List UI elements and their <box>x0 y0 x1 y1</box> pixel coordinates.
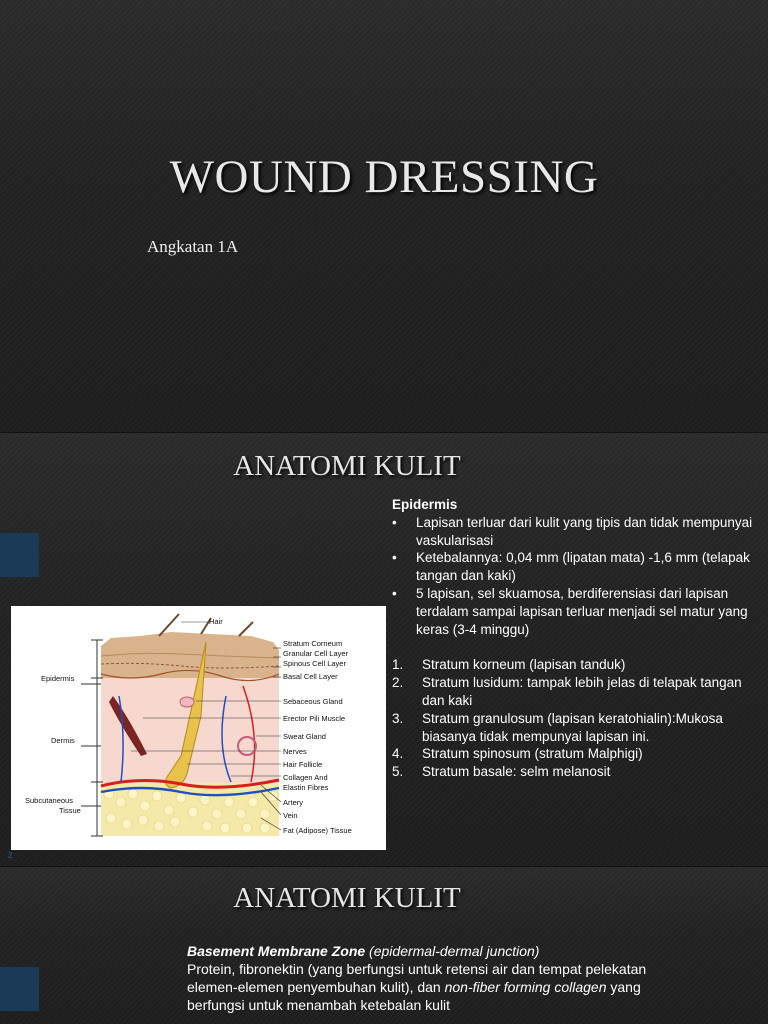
accent-square <box>0 533 39 577</box>
label-stratum-corneum: Stratum Corneum <box>283 639 343 648</box>
label-subcutaneous: Subcutaneous <box>25 796 73 805</box>
layer-item: 1. Stratum korneum (lapisan tanduk) <box>392 657 626 673</box>
page-number: 2 <box>8 851 13 860</box>
label-sebaceous-gland: Sebaceous Gland <box>283 697 343 706</box>
bullet-dot-icon: • <box>392 514 397 530</box>
label-vein: Vein <box>283 811 298 820</box>
bmz-text-2: yang berfungsi untuk menambah ketebalan kulit <box>187 979 641 1013</box>
epidermis-bullet-list <box>392 514 754 639</box>
bullet-dot-icon: • <box>392 585 397 601</box>
bullet-dot-icon: • <box>392 550 397 566</box>
presentation-title: WOUND DRESSING <box>169 151 599 203</box>
label-hair-follicle: Hair Follicle <box>283 760 323 769</box>
sebaceous-gland-shape <box>180 697 194 707</box>
skin-anatomy-diagram <box>11 606 386 850</box>
label-nerves: Nerves <box>283 747 307 756</box>
layer-item: 5. Stratum basale: selm melanosit <box>392 764 611 780</box>
bullet-item: • Ketebalannya: 0,04 mm (lipatan mata) -1,6 mm (telapak tangan dan kaki) <box>392 550 750 584</box>
layer-item: 2. Stratum lusidum: tampak lebih jelas di telapak tangan dan kaki <box>392 675 742 708</box>
bullet-item: • 5 lapisan, sel skuamosa, berdiferensiasi dari lapisan terdalam sampai lapisan terluar menjadi sel matur yang keras (3-4 minggu) <box>392 585 748 637</box>
bmz-lead: Basement Membrane Zone <box>187 943 366 959</box>
label-hair: Hair <box>209 617 223 626</box>
label-epidermis: Epidermis <box>41 674 75 683</box>
label-elastin-fibres: Elastin Fibres <box>283 783 329 792</box>
label-granular-cell-layer: Granular Cell Layer <box>283 649 349 658</box>
label-artery: Artery <box>283 798 304 807</box>
slide-anatomy-epidermis <box>0 433 768 866</box>
label-basal-cell-layer: Basal Cell Layer <box>283 672 338 681</box>
bmz-text-1: Protein, fibronektin (yang berfungsi untuk retensi air dan tempat pelekatan elemen-elemen penyembuhan kulit), dan <box>187 961 647 995</box>
label-fat-tissue: Fat (Adipose) Tissue <box>283 826 352 835</box>
epidermis-text-block <box>392 496 754 781</box>
epidermis-region <box>101 632 279 678</box>
epidermis-layer-list <box>392 656 754 781</box>
bmz-italic: non-fiber forming collagen <box>444 979 607 995</box>
label-dermis: Dermis <box>51 736 75 745</box>
skin-cross-section-svg <box>11 606 386 850</box>
slide-anatomy-bmz <box>0 867 768 1024</box>
label-collagen-and: Collagen And <box>283 773 328 782</box>
layer-item: 3. Stratum granulosum (lapisan keratohialin):Mukosa biasanya tidak mempunyai lapisan ini. <box>392 710 723 744</box>
layer-item: 4. Stratum spinosum (stratum Malphigi) <box>392 746 643 762</box>
slide-heading: ANATOMI KULIT <box>233 882 461 914</box>
bmz-paragraph <box>187 942 667 1014</box>
presentation-subtitle: Angkatan 1A <box>147 237 239 256</box>
epidermis-heading: Epidermis <box>392 497 458 512</box>
label-sweat-gland: Sweat Gland <box>283 732 326 741</box>
bmz-lead-paren: (epidermal-dermal junction) <box>365 943 540 959</box>
label-erector-pili-muscle: Erector Pili Muscle <box>283 714 346 723</box>
bullet-item: • Lapisan terluar dari kulit yang tipis dan tidak mempunyai vaskularisasi <box>392 514 753 548</box>
slide-title <box>0 0 768 432</box>
accent-square <box>0 967 39 1011</box>
slide-heading: ANATOMI KULIT <box>233 450 461 482</box>
label-spinous-cell-layer: Spinous Cell Layer <box>283 659 346 668</box>
label-tissue: Tissue <box>59 806 81 815</box>
